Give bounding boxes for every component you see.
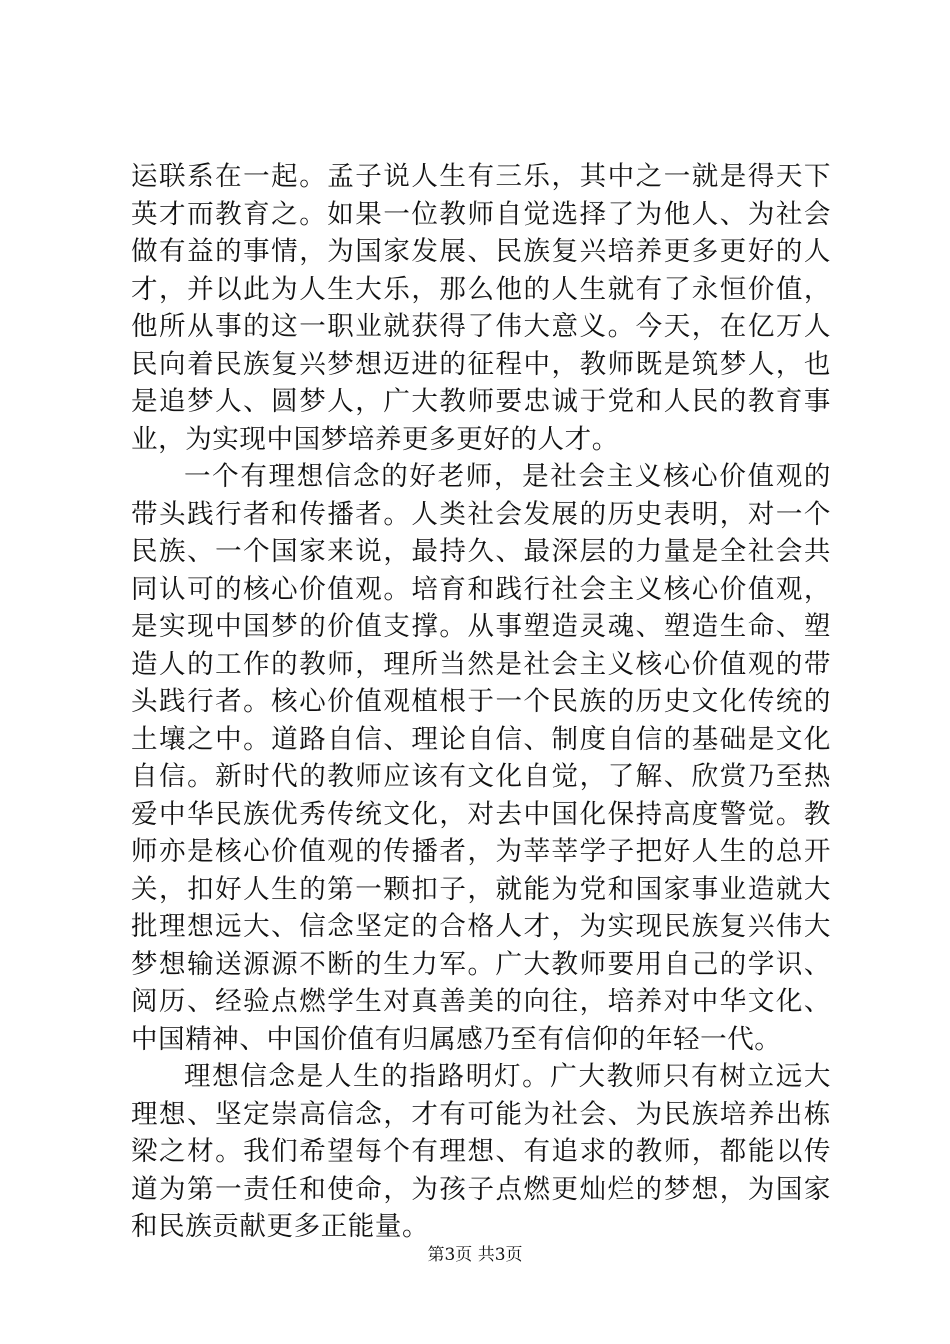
paragraph-core-values: 一个有理想信念的好老师，是社会主义核心价值观的带头践行者和传播者。人类社会发展的历史表明，对一个民族、一个国家来说，最持久、最深层的力量是全社会共同认可的核心价值观。培育和践行社会主义核心价值观，是实现中国梦的价值支撑。从事塑造灵魂、塑造生命、塑造人的工作的教师，理所当然是社会主义核心价值观的带头践行者。核心价值观植根于一个民族的历史文化传统的土壤之中。道路自信、理论自信、制度自信的基础是文化自信。新时代的教师应该有文化自觉，了解、欣赏乃至热爱中华民族优秀传统文化，对去中国化保持高度警觉。教师亦是核心价值观的传播者，为莘莘学子把好人生的总开关，扣好人生的第一颗扣子，就能为党和国家事业造就大批理想远大、信念坚定的合格人才，为实现民族复兴伟大梦想输送源源不断的生力军。广大教师要用自己的学识、阅历、经验点燃学生对真善美的向往，培养对中华文化、中国精神、中国价值有归属感乃至有信仰的年轻一代。 — [131, 461, 831, 1055]
document-body — [131, 158, 831, 1246]
paragraph-continuation: 运联系在一起。孟子说人生有三乐，其中之一就是得天下英才而教育之。如果一位教师自觉选择了为他人、为社会做有益的事情，为国家发展、民族复兴培养更多更好的人才，并以此为人生大乐，那么他的人生就有了永恒价值，他所从事的这一职业就获得了伟大意义。今天，在亿万人民向着民族复兴梦想迈进的征程中，教师既是筑梦人，也是追梦人、圆梦人，广大教师要忠诚于党和人民的教育事业，为实现中国梦培养更多更好的人才。 — [131, 161, 831, 455]
page-number-footer: 第3页 共3页 — [427, 1245, 523, 1265]
paragraph-ideals: 理想信念是人生的指路明灯。广大教师只有树立远大理想、坚定崇高信念，才有可能为社会、为民族培养出栋梁之材。我们希望每个有理想、有追求的教师，都能以传道为第一责任和使命，为孩子点燃更灿烂的梦想，为国家和民族贡献更多正能量。 — [131, 1061, 831, 1242]
